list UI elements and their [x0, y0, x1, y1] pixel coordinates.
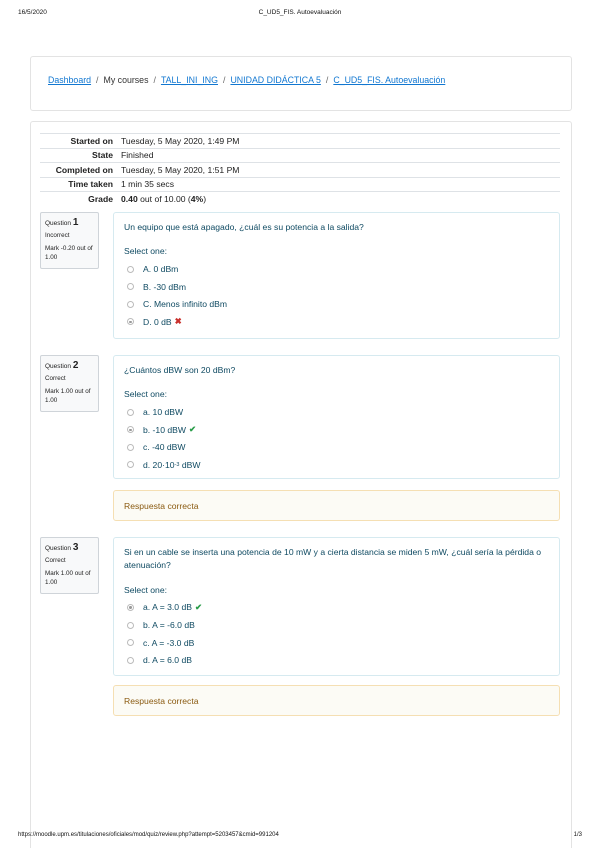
question-label: Question [45, 220, 72, 227]
answer-option[interactable] [124, 456, 549, 474]
option-label: a. 10 dBW [143, 407, 184, 418]
grade-max: out of 10.00 ( [137, 193, 191, 204]
answer-option[interactable] [124, 439, 549, 457]
question-info-1 [40, 212, 99, 269]
summary-value: Tuesday, 5 May 2020, 1:49 PM [121, 135, 240, 146]
option-label: b. -10 dBW [143, 424, 186, 435]
grade-percent: 4% [190, 193, 204, 204]
grade-score: 0.40 [121, 193, 138, 204]
print-page-number: 1/3 [573, 832, 582, 838]
print-date: 16/5/2020 [18, 9, 47, 16]
grade-close: ) [203, 193, 207, 204]
radio-button[interactable] [127, 409, 134, 416]
breadcrumb-separator: / [222, 75, 226, 85]
question-number-value: 3 [72, 542, 79, 553]
select-one-prompt: Select one: [124, 584, 167, 595]
answer-option[interactable] [124, 278, 549, 296]
option-label: d. A = 6.0 dB [143, 655, 192, 666]
question-feedback-3: Respuesta correcta [113, 685, 560, 716]
question-state: Incorrect [45, 232, 70, 239]
summary-row-state [40, 148, 560, 163]
radio-button[interactable] [127, 266, 134, 273]
summary-value: Finished [121, 150, 154, 161]
breadcrumb-unit[interactable]: UNIDAD DIDÁCTICA 5 [230, 75, 321, 85]
question-text: Si en un cable se inserta una potencia de 10 mW y a cierta distancia se miden 5 mW, ¿cuál sería la pérdida o atenuación? [124, 547, 542, 571]
summary-value: Tuesday, 5 May 2020, 1:51 PM [121, 164, 240, 175]
breadcrumb-my-courses: My courses [103, 75, 149, 85]
question-number [45, 542, 94, 553]
answer-option[interactable] [124, 616, 549, 634]
radio-button[interactable] [127, 283, 134, 290]
correct-icon: ✔ [189, 424, 197, 435]
question-label: Question [45, 545, 72, 552]
incorrect-icon: ✖ [174, 316, 182, 327]
summary-label: State [91, 150, 113, 161]
breadcrumb-quiz[interactable]: C_UD5_FIS. Autoevaluación [333, 75, 446, 85]
summary-row-completed [40, 162, 560, 177]
radio-button-checked[interactable] [127, 604, 134, 611]
option-unit: dBW [179, 459, 201, 470]
option-superscript: -3 [174, 461, 180, 468]
print-header [18, 9, 582, 16]
radio-button[interactable] [127, 657, 134, 664]
option-label: b. A = -6.0 dB [143, 620, 195, 631]
answer-option[interactable] [124, 634, 549, 652]
radio-button[interactable] [127, 639, 134, 646]
question-number-value: 2 [72, 360, 79, 371]
option-label: c. -40 dBW [143, 442, 186, 453]
option-label: C. Menos infinito dBm [143, 299, 228, 310]
breadcrumb [48, 75, 445, 85]
question-mark: Mark 1.00 out of 1.00 [45, 570, 91, 587]
question-state: Correct [45, 375, 66, 382]
radio-button[interactable] [127, 461, 134, 468]
print-title: C_UD5_FIS. Autoevaluación [258, 9, 342, 16]
question-text: Un equipo que está apagado, ¿cuál es su potencia a la salida? [124, 222, 364, 232]
radio-button[interactable] [127, 301, 134, 308]
summary-label: Completed on [55, 164, 113, 175]
breadcrumb-dashboard[interactable]: Dashboard [48, 75, 92, 85]
radio-button[interactable] [127, 444, 134, 451]
answer-option-selected[interactable] [124, 313, 549, 331]
question-label: Question [45, 363, 72, 370]
answer-option[interactable] [124, 403, 549, 421]
summary-row-time-taken [40, 177, 560, 192]
radio-button-checked[interactable] [127, 426, 134, 433]
question-number [45, 360, 94, 371]
breadcrumb-separator: / [153, 75, 156, 85]
breadcrumb-separator: / [96, 75, 99, 85]
option-label: d. 20·10 [143, 459, 175, 470]
attempt-summary-table [40, 133, 560, 206]
grade-value [121, 194, 206, 204]
print-url: https://moodle.upm.es/titulaciones/oficiales/mod/quiz/review.php?attempt=5203457&cmid=991204 [18, 832, 279, 838]
radio-button-checked[interactable] [127, 318, 134, 325]
select-one-prompt: Select one: [124, 246, 167, 257]
option-label: B. -30 dBm [143, 281, 186, 292]
summary-value: 1 min 35 secs [121, 179, 175, 190]
question-number-value: 1 [72, 217, 79, 228]
answer-option-selected[interactable] [124, 421, 549, 439]
option-label: D. 0 dB [143, 316, 172, 327]
correct-icon: ✔ [194, 601, 203, 612]
answer-option[interactable] [124, 296, 549, 314]
option-label: A. 0 dBm [143, 264, 179, 275]
print-footer [18, 832, 582, 838]
summary-row-grade [40, 191, 560, 206]
radio-button[interactable] [127, 622, 134, 629]
summary-row-started [40, 133, 560, 148]
summary-label: Time taken [68, 179, 113, 190]
summary-label: Started on [70, 135, 113, 146]
question-feedback-2: Respuesta correcta [113, 490, 560, 521]
answer-option[interactable] [124, 260, 549, 278]
question-content-3 [113, 537, 560, 676]
question-content-1 [113, 212, 560, 339]
answer-option[interactable] [124, 651, 549, 669]
question-content-2 [113, 355, 560, 479]
summary-label: Grade [88, 193, 113, 204]
question-info-2 [40, 355, 99, 412]
option-label: a. A = 3.0 dB [143, 602, 192, 613]
option-label: c. A = -3.0 dB [143, 637, 195, 648]
answer-option-selected[interactable] [124, 599, 549, 617]
select-one-prompt: Select one: [124, 389, 167, 400]
question-text: ¿Cuántos dBW son 20 dBm? [124, 365, 236, 375]
question-mark: Mark 1.00 out of 1.00 [45, 388, 91, 405]
question-state: Correct [45, 557, 66, 564]
question-info-3 [40, 537, 99, 594]
question-mark: Mark -0.20 out of 1.00 [45, 245, 93, 262]
breadcrumb-course[interactable]: TALL_INI_ING [160, 75, 218, 85]
question-number [45, 217, 94, 228]
breadcrumb-separator: / [325, 75, 329, 85]
navigation-card [30, 56, 572, 111]
